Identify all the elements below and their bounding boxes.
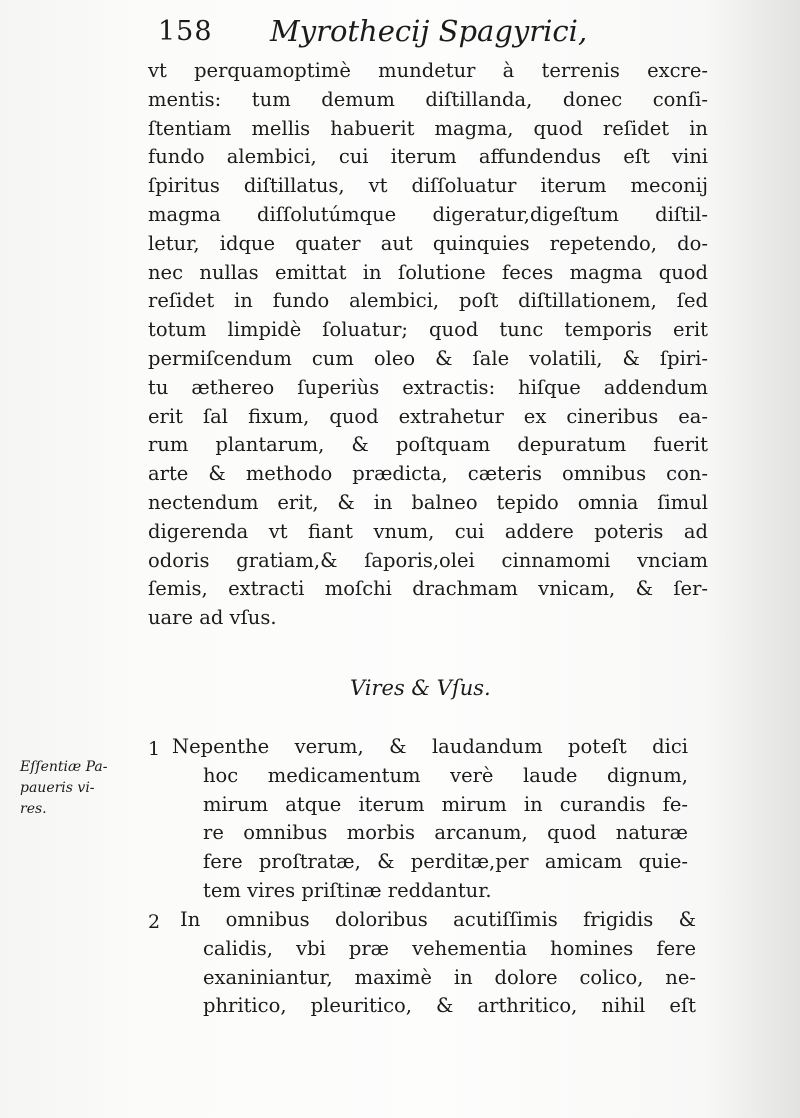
item-number: 1: [148, 738, 161, 760]
text-line: letur, idque quater aut quinquies repetendo, do-: [148, 231, 708, 255]
running-title: Myrothecij Spagyrici,: [270, 14, 588, 48]
text-line: tu æthereo ſuperiùs extractis: hiſque addendum: [148, 375, 708, 399]
item-text: [180, 906, 696, 1021]
text-line: ſpiritus diſtillatus, vt diſſoluatur iterum meconij: [148, 174, 708, 198]
text-line: calidis, vbi præ vehementia homines fere: [203, 936, 696, 960]
text-line: mentis: tum demum diſtillanda, donec conſi-: [148, 87, 708, 111]
margin-note-line: res.: [20, 801, 47, 817]
margin-note-line: Eſſentiæ Pa-: [20, 759, 108, 775]
text-line: mirum atque iterum mirum in curandis fe-: [203, 792, 688, 816]
text-line: erit ſal fixum, quod extrahetur ex cineribus ea-: [148, 404, 708, 428]
text-line: phritico, pleuritico, & arthritico, nihil eſt: [203, 994, 696, 1018]
text-line: permiſcendum cum oleo & ſale volatili, & ſpiri-: [148, 346, 708, 370]
section-title: Vires & Vſus.: [350, 676, 491, 700]
body-text: [148, 57, 708, 633]
item-number: 2: [148, 911, 161, 933]
text-line: nectendum erit, & in balneo tepido omnia ſimul: [148, 490, 708, 514]
text-line: hoc medicamentum verè laude dignum,: [203, 763, 688, 787]
text-line: exaniniantur, maximè in dolore colico, ne-: [203, 965, 696, 989]
text-line: In omnibus doloribus acutiſſimis frigidis &: [180, 908, 696, 931]
text-line: odoris gratiam,& ſaporis,olei cinnamomi vnciam: [148, 548, 708, 572]
text-line: ſtentiam mellis habuerit magma, quod reſidet in: [148, 116, 708, 140]
text-line: Nepenthe verum, & laudandum poteſt dici: [172, 735, 688, 758]
text-line: fere proſtratæ, & perditæ,per amicam quie-: [203, 850, 688, 874]
text-line: uare ad vſus.: [148, 606, 277, 630]
margin-note-line: paueris vi-: [20, 780, 95, 796]
text-line: ſemis, extracti moſchi drachmam vnicam, & ſer-: [148, 577, 708, 601]
page-number: 158: [158, 16, 213, 47]
text-line: re omnibus morbis arcanum, quod naturæ: [203, 821, 688, 845]
text-line: digerenda vt fiant vnum, cui addere poteris ad: [148, 519, 708, 543]
text-line: reſidet in fundo alembici, poſt diſtillationem, ſed: [148, 289, 708, 313]
text-line: arte & methodo prædicta, cæteris omnibus con-: [148, 462, 708, 486]
page-header: [158, 14, 758, 54]
text-line: nec nullas emittat in ſolutione feces magma quod: [148, 260, 708, 284]
text-line: totum limpidè ſoluatur; quod tunc temporis erit: [148, 318, 708, 342]
text-line: tem vires priſtinæ reddantur.: [203, 878, 492, 902]
text-line: rum plantarum, & poſtquam depuratum fuerit: [148, 433, 708, 457]
item-text: [172, 733, 688, 906]
text-line: fundo alembici, cui iterum affundendus eſt vini: [148, 145, 708, 169]
margin-note: [20, 757, 145, 820]
text-line: magma diſſolutúmque digeratur,digeſtum diſtil-: [148, 202, 708, 226]
text-line: vt perquamoptimè mundetur à terrenis excre-: [148, 59, 708, 82]
